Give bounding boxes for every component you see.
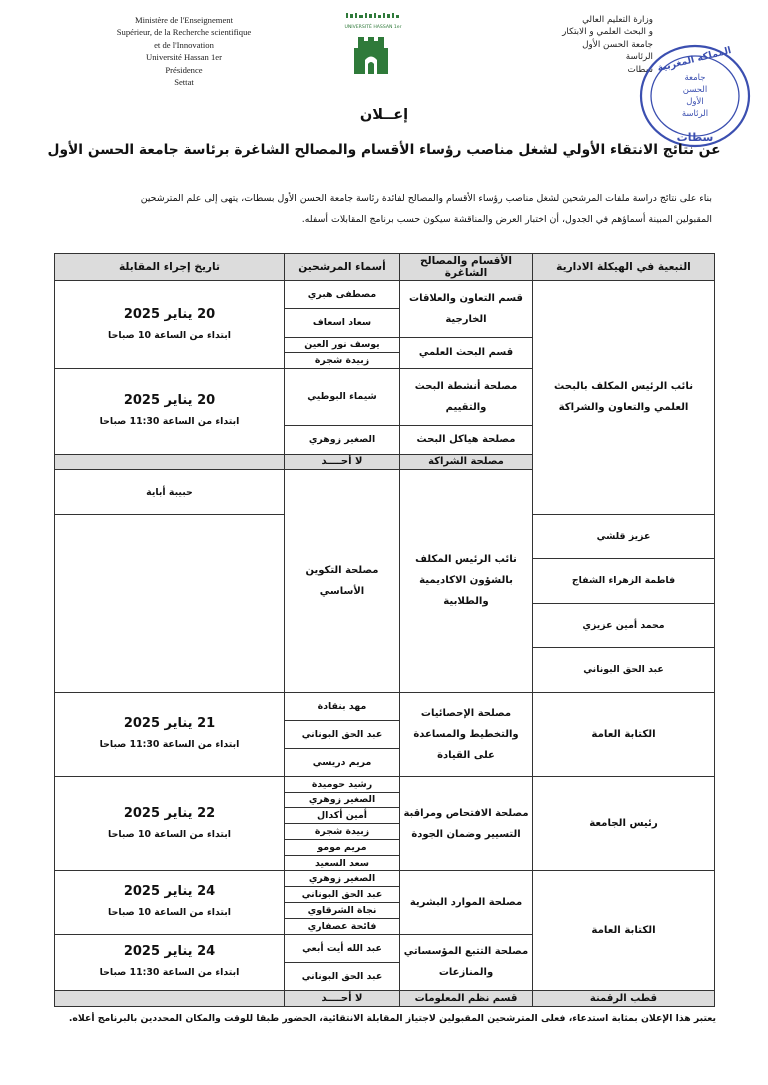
table-row	[55, 776, 715, 792]
date-cell	[55, 871, 285, 934]
structure-cell: قطب الرقمنة	[533, 991, 715, 1007]
logo-caption: UNIVERSITÉ HASSAN 1er	[344, 25, 402, 30]
table-row	[55, 281, 715, 309]
candidate-cell: سعد السعيد	[285, 855, 400, 871]
interviews-table	[54, 253, 715, 1007]
header-ministry-line: et de l'Innovation	[154, 39, 214, 50]
candidate-cell: محمد أمين عزيزي	[533, 603, 715, 647]
candidate-cell: فاطمة الزهراء الشفاج	[533, 559, 715, 603]
stamp-ring-text: المملكة المغربية	[656, 45, 733, 75]
table-header-row	[55, 254, 715, 281]
official-stamp	[636, 40, 754, 152]
date-empty-cell	[55, 454, 285, 470]
table-row-none	[55, 991, 715, 1007]
stamp-inner-line: جامعة	[684, 73, 706, 83]
header-presidence-line-ar: الرئاسة	[625, 52, 653, 63]
department-cell: مصلحة الموارد البشرية	[400, 871, 533, 934]
candidate-cell: مريم دريسي	[285, 748, 400, 776]
candidate-cell: حبيبة أباية	[55, 470, 285, 514]
candidate-cell: عبد الحق البوناني	[285, 887, 400, 903]
header-ministry-line-ar: وزارة التعليم العالي	[582, 15, 653, 25]
header-departments: الأقسام والمصالح الشاغرة	[400, 254, 533, 281]
candidate-cell: مصطفى هبري	[285, 281, 400, 309]
candidate-cell: الصغير زوهري	[285, 871, 400, 887]
header-candidates: أسماء المرشحين	[285, 254, 400, 281]
structure-cell: رئيس الجامعة	[533, 776, 715, 871]
date-time: ابتداء من الساعة 11:30 صباحا	[99, 416, 240, 428]
stamp-bottom-text: سطات	[676, 131, 714, 144]
header-university-line: Université Hassan 1er	[146, 52, 222, 63]
page-title: إعــلان	[359, 107, 409, 123]
stamp-inner-line: الأول	[686, 97, 704, 107]
candidate-cell: أمين أكدال	[285, 808, 400, 824]
candidate-cell: يوسف نور العين	[285, 337, 400, 353]
date-day: 24 يناير 2025	[123, 884, 216, 900]
page-subtitle: عن نتائج الانتقاء الأولي لشغل مناصب رؤساء الأقسام والمصالح الشاغرة برئاسة جامعة الحسن الأول	[47, 142, 721, 158]
structure-cell: نائب الرئيس المكلف بالشؤون الاكاديمية والطلابية	[400, 470, 533, 692]
date-day: 21 يناير 2025	[123, 716, 216, 732]
date-time: ابتداء من الساعة 11:30 صباحا	[99, 739, 240, 751]
candidate-cell: عبد الله أيت أبعي	[285, 934, 400, 962]
date-time: ابتداء من الساعة 10 صباحا	[108, 907, 231, 919]
candidate-cell: الصغير زوهري	[285, 425, 400, 454]
header-arabic-block	[528, 14, 653, 76]
candidate-cell: عبد الحق البوناني	[285, 720, 400, 748]
date-cell	[55, 692, 285, 776]
header-ministry-line: Ministère de l'Enseignement	[135, 15, 233, 25]
candidate-cell: عبد الحق البوناني	[285, 962, 400, 990]
header-date: تاريخ إجراء المقابلة	[55, 254, 285, 281]
department-cell: مصلحة الإحصائيات والتخطيط والمساعدة على القيادة	[400, 692, 533, 776]
department-cell: مصلحة أنشطة البحث والتقييم	[400, 369, 533, 426]
university-logo	[338, 10, 408, 80]
header-city-line-ar: سطات	[627, 64, 653, 75]
footer-note: يعتبر هذا الإعلان بمثابة استدعاء، فعلى المترشحين المقبولين لاجتياز المقابلة الانتقائية، الحضور طبقا للوقت والمكان المحددين بالبرنامج أعلاه.	[68, 1013, 716, 1024]
intro-line: المقبولين المبينة أسماؤهم في الجدول، أن اختبار العرض والمناقشة سيكون حسب برنامج المقابلات أسفله.	[301, 214, 712, 225]
date-cell	[55, 776, 285, 871]
candidate-cell: رشيد حوميدة	[285, 776, 400, 792]
candidate-cell: الصغير زوهري	[285, 792, 400, 808]
candidate-cell: زبيدة شجرة	[285, 824, 400, 840]
department-cell: قسم نظم المعلومات	[400, 991, 533, 1007]
intro-paragraph	[88, 188, 712, 230]
header-french-block	[86, 14, 282, 88]
intro-line: بناء على نتائج دراسة ملفات المرشحين لشغل مناصب رؤساء الأقسام والمصالح لفائدة رئاسة جامعة الحسن الأول بسطات، يتهى إلى علم المترشحين	[140, 193, 712, 204]
date-day: 20 يناير 2025	[123, 393, 216, 409]
candidate-cell: نجاة الشرقاوي	[285, 902, 400, 918]
department-cell: مصلحة الشراكة	[400, 454, 533, 470]
department-cell: قسم البحث العلمي	[400, 337, 533, 369]
candidate-cell: شيماء البوطيي	[285, 369, 400, 426]
candidate-cell: فائحة عصفاري	[285, 918, 400, 934]
header-ministry-line-ar: و البحث العلمي و الابتكار	[562, 27, 653, 38]
department-cell: مصلحة التكوين الأساسي	[285, 470, 400, 692]
date-cell	[55, 281, 285, 369]
candidate-cell: سعاد اسعاف	[285, 309, 400, 337]
department-cell: مصلحة التتبع المؤسساتي والمنازعات	[400, 934, 533, 991]
candidate-cell: مهد بنقادة	[285, 692, 400, 720]
department-cell: قسم التعاون والعلاقات الخارجية	[400, 281, 533, 338]
header-city-line: Settat	[174, 77, 194, 88]
stamp-inner-line: الحسن	[682, 85, 708, 95]
structure-cell: نائب الرئيس المكلف بالبحث العلمي والتعاون والشراكة	[533, 281, 715, 515]
candidate-cell: زبيدة شجرة	[285, 353, 400, 369]
stamp-inner-line: الرئاسة	[681, 109, 709, 119]
structure-cell: الكتابة العامة	[533, 692, 715, 776]
candidate-cell: عزيز قلشي	[533, 514, 715, 558]
candidate-none-cell: لا أحــــد	[285, 991, 400, 1007]
structure-cell: الكتابة العامة	[533, 871, 715, 991]
date-day: 24 يناير 2025	[123, 944, 216, 960]
candidate-cell: عبد الحق البوناني	[533, 648, 715, 692]
header-structure: التبعية في الهيكلة الادارية	[533, 254, 715, 281]
header-presidence-line: Présidence	[165, 64, 203, 75]
date-time: ابتداء من الساعة 11:30 صباحا	[99, 967, 240, 979]
date-cell	[55, 934, 285, 991]
candidate-none-cell: لا أحــــد	[285, 454, 400, 470]
department-cell: مصلحة هياكل البحث	[400, 425, 533, 454]
date-cell	[55, 369, 285, 454]
candidate-cell: مريم مومو	[285, 839, 400, 855]
table-row	[55, 692, 715, 720]
date-time: ابتداء من الساعة 10 صباحا	[108, 828, 231, 840]
department-cell: مصلحة الافتحاص ومراقبة التسيير وضمان الجودة	[400, 776, 533, 871]
date-empty-cell	[55, 991, 285, 1007]
date-time: ابتداء من الساعة 10 صباحا	[108, 329, 231, 341]
header-university-line-ar: جامعة الحسن الأول	[582, 39, 653, 50]
date-day: 20 يناير 2025	[123, 306, 216, 322]
table-row	[55, 871, 715, 887]
date-day: 22 يناير 2025	[123, 805, 216, 821]
header-ministry-line: Supérieur, de la Recherche scientifique	[116, 27, 252, 38]
